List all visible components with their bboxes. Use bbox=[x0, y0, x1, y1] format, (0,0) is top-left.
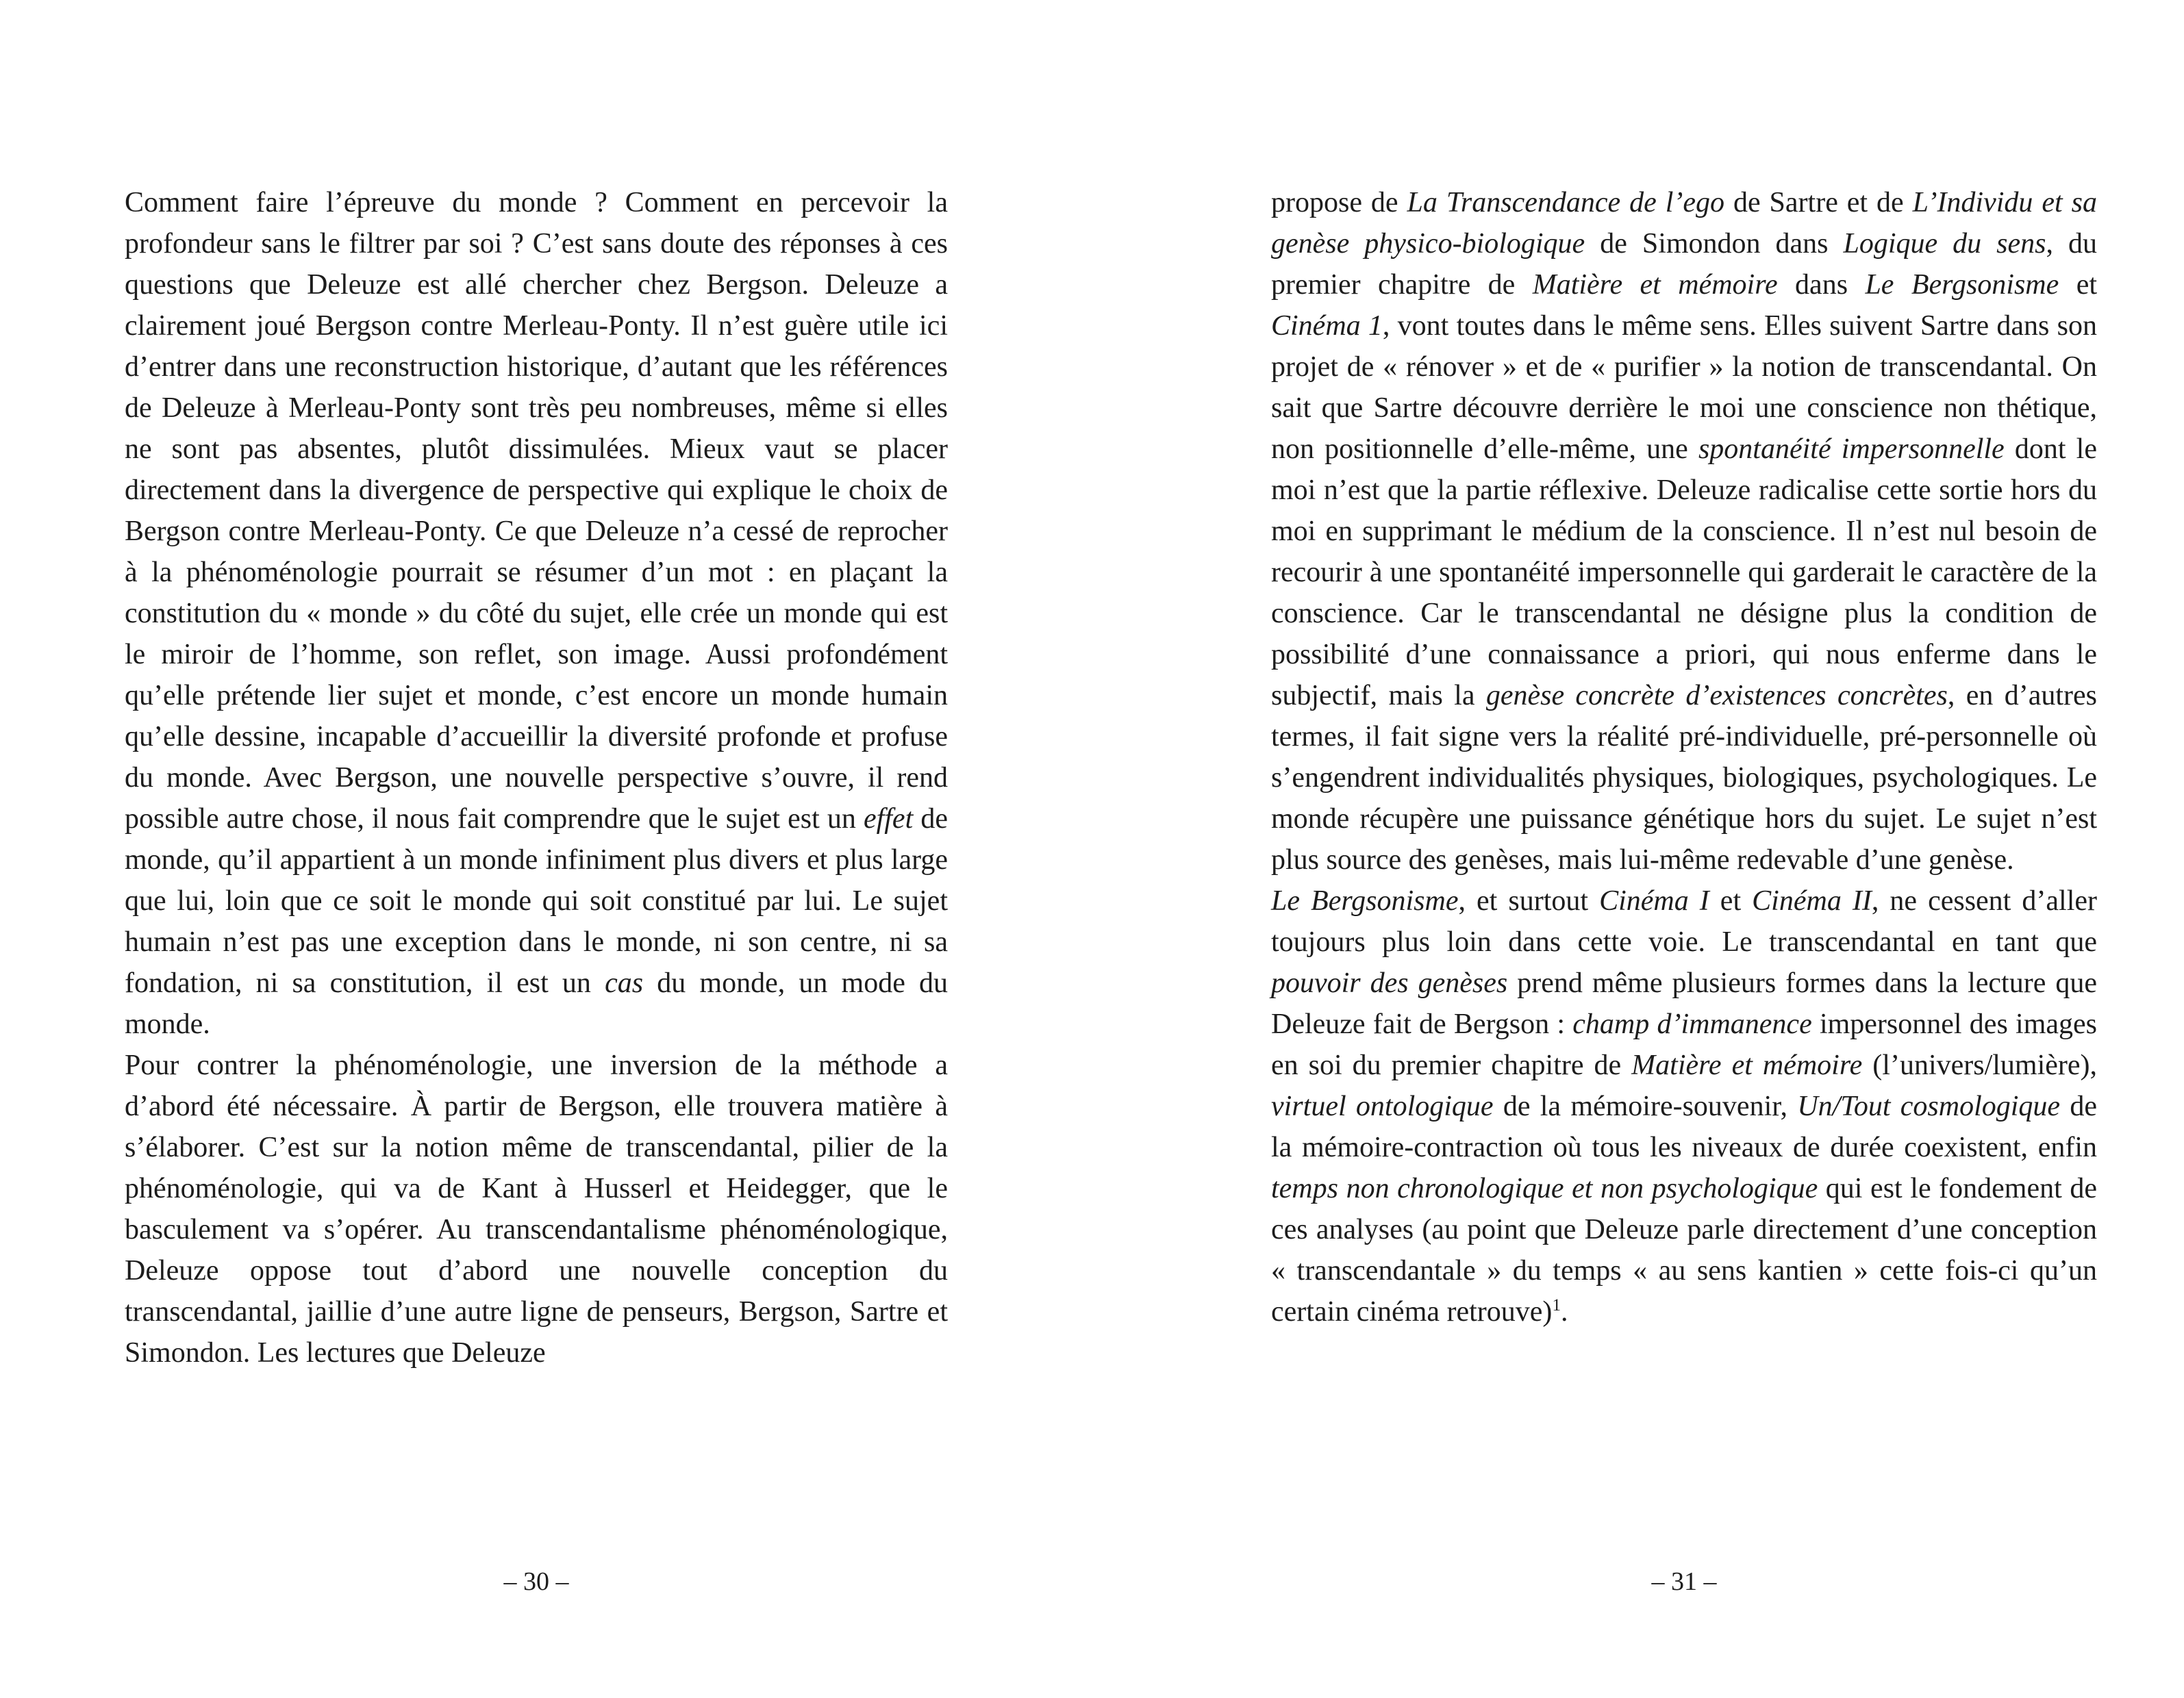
italic-text-run: virtuel ontologique bbox=[1271, 1091, 1494, 1122]
page-number-right: – 31 – bbox=[1651, 1567, 1717, 1596]
italic-text-run: pouvoir des genèses bbox=[1271, 967, 1508, 999]
text-run: , vont toutes dans le même sens. Elles suivent Sartre dans son projet de « rénover » et de « purifier » la notion de transcendantal. On sait que Sartre découvre derrière le moi une conscience non thétique, non positionnelle d’elle-même, une bbox=[1271, 310, 2097, 465]
text-run: de Simondon dans bbox=[1585, 228, 1844, 259]
text-run: et bbox=[2059, 269, 2097, 301]
italic-text-run: cas bbox=[605, 967, 644, 999]
page-right bbox=[1271, 0, 2097, 1698]
text-run: du monde, un mode du monde. bbox=[125, 967, 948, 1040]
italic-text-run: Cinéma I bbox=[1599, 885, 1709, 917]
italic-text-run: effet bbox=[863, 803, 914, 835]
italic-text-run: Matière et mémoire bbox=[1532, 269, 1778, 301]
italic-text-run: Un/Tout cosmologique bbox=[1797, 1091, 2061, 1122]
text-run: de la mémoire-contraction où tous les niveaux de durée coexistent, enfin bbox=[1271, 1091, 2097, 1163]
text-column-left bbox=[125, 182, 948, 1373]
paragraph bbox=[125, 182, 948, 1045]
italic-text-run: Cinéma 1 bbox=[1271, 310, 1383, 342]
text-run: dont le moi n’est que la partie réflexive. Deleuze radicalise cette sortie hors du moi en supprimant le médium de la conscience. Il n’est nul besoin de recourir à une spontanéité impersonnelle qui garderait le caractère de la conscience. Car le transcendantal ne désigne plus la condition de possibilité d’une connaissance a priori, qui nous enferme dans le subjectif, mais la bbox=[1271, 433, 2097, 711]
text-run: . bbox=[1561, 1296, 1568, 1328]
text-column-right bbox=[1271, 182, 2097, 1332]
italic-text-run: Matière et mémoire bbox=[1631, 1050, 1863, 1081]
italic-text-run: Le Bergsonisme bbox=[1865, 269, 2059, 301]
italic-text-run: La Transcendance de l’ego bbox=[1407, 187, 1724, 218]
text-run: impersonnel des images en soi du premier chapitre de bbox=[1271, 1009, 2098, 1081]
paragraph bbox=[1271, 182, 2097, 880]
text-run: , du premier chapitre de bbox=[1271, 228, 2098, 301]
italic-text-run: spontanéité impersonnelle bbox=[1698, 433, 2005, 465]
text-run: , ne cessent d’aller toujours plus loin dans cette voie. Le transcendantal en tant que bbox=[1271, 885, 2097, 958]
page-left bbox=[125, 0, 948, 1698]
text-run: , et surtout bbox=[1458, 885, 1600, 917]
paragraph bbox=[125, 1045, 948, 1373]
italic-text-run: L’Individu et sa genèse physico-biologique bbox=[1271, 187, 2097, 259]
text-run: dans bbox=[1777, 269, 1866, 301]
italic-text-run: Logique du sens bbox=[1843, 228, 2046, 259]
text-run: qui est le fondement de ces analyses (au point que Deleuze parle directement d’une conception « transcendantale » du temps « au sens kantien » cette fois-ci qu’un certain cinéma retrouve) bbox=[1271, 1173, 2098, 1328]
italic-text-run: Le Bergsonisme bbox=[1271, 885, 1459, 917]
text-run: de Sartre et de bbox=[1724, 187, 1913, 218]
text-run: (l’univers/lumière), bbox=[1862, 1050, 2098, 1081]
text-run: et bbox=[1709, 885, 1753, 917]
text-run: Comment faire l’épreuve du monde ? Comment en percevoir la profondeur sans le filtrer par soi ? C’est sans doute des réponses à ces questions que Deleuze est allé chercher chez Bergson. Deleuze a clairement joué Bergson contre Merleau-Ponty. Il n’est guère utile ici d’entrer dans une reconstruction historique, d’autant que les références de Deleuze à Merleau-Ponty sont très peu nombreuses, même si elles ne sont pas absentes, plutôt dissimulées. Mieux vaut se placer directement dans la divergence de perspective qui explique le choix de Bergson contre Merleau-Ponty. Ce que Deleuze n’a cessé de reprocher à la phénoménologie pourrait se résumer d’un mot : en plaçant la constitution du « monde » du côté du sujet, elle crée un monde qui est le miroir de l’homme, son reflet, son image. Aussi profondément qu’elle prétende lier sujet et monde, c’est encore un monde humain qu’elle dessine, incapable d’accueillir la diversité profonde et profuse du monde. Avec Bergson, une nouvelle perspective s’ouvre, il rend possible autre chose, il nous fait comprendre que le sujet est un bbox=[125, 187, 948, 835]
text-run: de la mémoire-souvenir, bbox=[1493, 1091, 1798, 1122]
paragraph bbox=[1271, 880, 2097, 1332]
footnote-marker: 1 bbox=[1552, 1296, 1561, 1315]
italic-text-run: temps non chronologique et non psychologique bbox=[1271, 1173, 1818, 1204]
text-run: de monde, qu’il appartient à un monde infiniment plus divers et plus large que lui, loin que ce soit le monde qui soit constitué par lui. Le sujet humain n’est pas une exception dans le monde, ni son centre, ni sa fondation, ni sa constitution, il est un bbox=[125, 803, 948, 999]
page-number-left: – 30 – bbox=[503, 1567, 569, 1596]
italic-text-run: genèse concrète d’existences concrètes bbox=[1485, 680, 1948, 711]
text-run: propose de bbox=[1271, 187, 1407, 218]
text-run: Pour contrer la phénoménologie, une inversion de la méthode a d’abord été nécessaire. À partir de Bergson, elle trouvera matière à s’élaborer. C’est sur la notion même de transcendantal, pilier de la phénoménologie, qui va de Kant à Husserl et Heidegger, que le basculement va s’opérer. Au transcendantalisme phénoménologique, Deleuze oppose tout d’abord une nouvelle conception du transcendantal, jaillie d’une autre ligne de penseurs, Bergson, Sartre et Simondon. Les lectures que Deleuze bbox=[125, 1050, 948, 1369]
italic-text-run: champ d’immanence bbox=[1572, 1009, 1812, 1040]
text-run: prend même plusieurs formes dans la lecture que Deleuze fait de Bergson : bbox=[1271, 967, 2097, 1040]
text-run: , en d’autres termes, il fait signe vers la réalité pré-individuelle, pré-personnelle où s’engendrent individualités physiques, biologiques, psychologiques. Le monde récupère une puissance génétique hors du sujet. Le sujet n’est plus source des genèses, mais lui-même redevable d’une genèse. bbox=[1271, 680, 2097, 876]
italic-text-run: Cinéma II bbox=[1752, 885, 1872, 917]
